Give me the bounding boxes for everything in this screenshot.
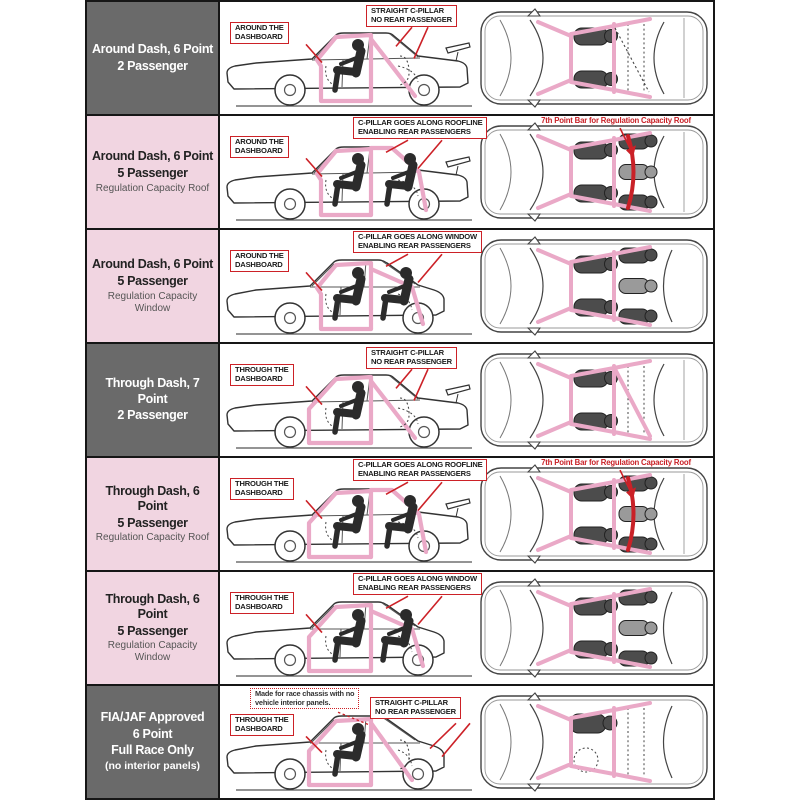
row-through-dash-6pt-5pass-window	[87, 572, 713, 686]
row-illustration-cell	[220, 572, 713, 684]
top-view-car-diagram	[478, 122, 711, 222]
row-illustration-cell	[220, 230, 713, 342]
row-illustration-cell	[220, 2, 713, 114]
top-view-car-diagram	[478, 464, 711, 564]
row-label-line3: Regulation Capacity Roof	[95, 182, 210, 194]
dashboard-annotation: AROUND THE DASHBOARD	[230, 250, 289, 272]
cpillar-annotation: STRAIGHT C-PILLAR NO REAR PASSENGER	[370, 697, 461, 719]
row-label-line3: Regulation Capacity Window	[107, 290, 198, 314]
row-label-line1: Through Dash, 6 Point	[105, 591, 200, 622]
dashboard-annotation: AROUND THE DASHBOARD	[230, 22, 289, 44]
cpillar-annotation: C-PILLAR GOES ALONG WINDOW ENABLING REAR PASSENGERS	[353, 573, 482, 595]
row-label-line2: 2 Passenger	[117, 408, 188, 423]
row-label-line3: Full Race Only	[111, 743, 194, 758]
dashboard-annotation: AROUND THE DASHBOARD	[230, 136, 289, 158]
row-label-line2: 6 Point	[132, 726, 173, 741]
cpillar-annotation: C-PILLAR GOES ALONG ROOFLINE ENABLING REAR PASSENGERS	[353, 117, 487, 139]
row-label-line1: Around Dash, 6 Point	[91, 41, 214, 56]
row-label-cell	[87, 230, 220, 342]
row-label-line2: 2 Passenger	[117, 58, 188, 73]
row-illustration-cell	[220, 344, 713, 456]
cpillar-annotation: STRAIGHT C-PILLAR NO REAR PASSENGER	[366, 347, 457, 369]
row-around-dash-6pt-5pass-window	[87, 230, 713, 344]
row-label-line3: Regulation Capacity Roof	[95, 532, 210, 544]
row-label-line1: Around Dash, 6 Point	[91, 149, 214, 164]
dashboard-annotation: THROUGH THE DASHBOARD	[230, 364, 294, 386]
row-label-cell	[87, 2, 220, 114]
row-around-dash-6pt-5pass-roof	[87, 116, 713, 230]
row-around-dash-6pt-2pass	[87, 2, 713, 116]
row-illustration-cell	[220, 458, 713, 570]
row-label-line4: (no interior panels)	[104, 760, 201, 773]
cpillar-annotation: STRAIGHT C-PILLAR NO REAR PASSENGER	[366, 5, 457, 27]
dashboard-annotation: THROUGH THE DASHBOARD	[230, 592, 294, 614]
cpillar-annotation: C-PILLAR GOES ALONG ROOFLINE ENABLING REAR PASSENGERS	[353, 459, 487, 481]
top-view-car-diagram	[478, 578, 711, 678]
row-illustration-cell	[220, 686, 713, 798]
top-view-car-diagram	[478, 692, 711, 792]
dashboard-annotation: THROUGH THE DASHBOARD	[230, 714, 294, 736]
top-view-car-diagram	[478, 236, 711, 336]
race-chassis-note: Made for race chassis with no vehicle interior panels.	[250, 688, 359, 709]
row-label-line1: Through Dash, 6 Point	[105, 483, 200, 514]
row-label-cell	[87, 572, 220, 684]
row-through-dash-6pt-5pass-roof	[87, 458, 713, 572]
row-illustration-cell	[220, 116, 713, 228]
seventh-point-bar-note: 7th Point Bar for Regulation Capacity Roof	[541, 458, 691, 467]
row-label-line1: Around Dash, 6 Point	[91, 257, 214, 272]
cpillar-annotation: C-PILLAR GOES ALONG WINDOW ENABLING REAR PASSENGERS	[353, 231, 482, 253]
row-label-cell	[87, 344, 220, 456]
row-label-line2: 5 Passenger	[117, 166, 188, 180]
rollcage-configuration-table	[85, 0, 715, 800]
row-label-line2: 5 Passenger	[117, 623, 188, 638]
dashboard-annotation: THROUGH THE DASHBOARD	[230, 478, 294, 500]
row-label-line2: 5 Passenger	[117, 274, 188, 288]
row-label-line2: 5 Passenger	[117, 515, 188, 530]
row-label-cell	[87, 686, 220, 798]
row-label-cell	[87, 116, 220, 228]
row-label-line1: FIA/JAF Approved	[100, 710, 205, 725]
top-view-car-diagram	[478, 8, 711, 108]
row-through-dash-7pt-2pass	[87, 344, 713, 458]
row-fia-jaf-approved-6pt	[87, 686, 713, 798]
top-view-car-diagram	[478, 350, 711, 450]
row-label-line1: Through Dash, 7 Point	[105, 376, 200, 406]
row-label-line3: Regulation Capacity Window	[107, 640, 198, 664]
seventh-point-bar-note: 7th Point Bar for Regulation Capacity Roof	[541, 116, 691, 125]
row-label-cell	[87, 458, 220, 570]
